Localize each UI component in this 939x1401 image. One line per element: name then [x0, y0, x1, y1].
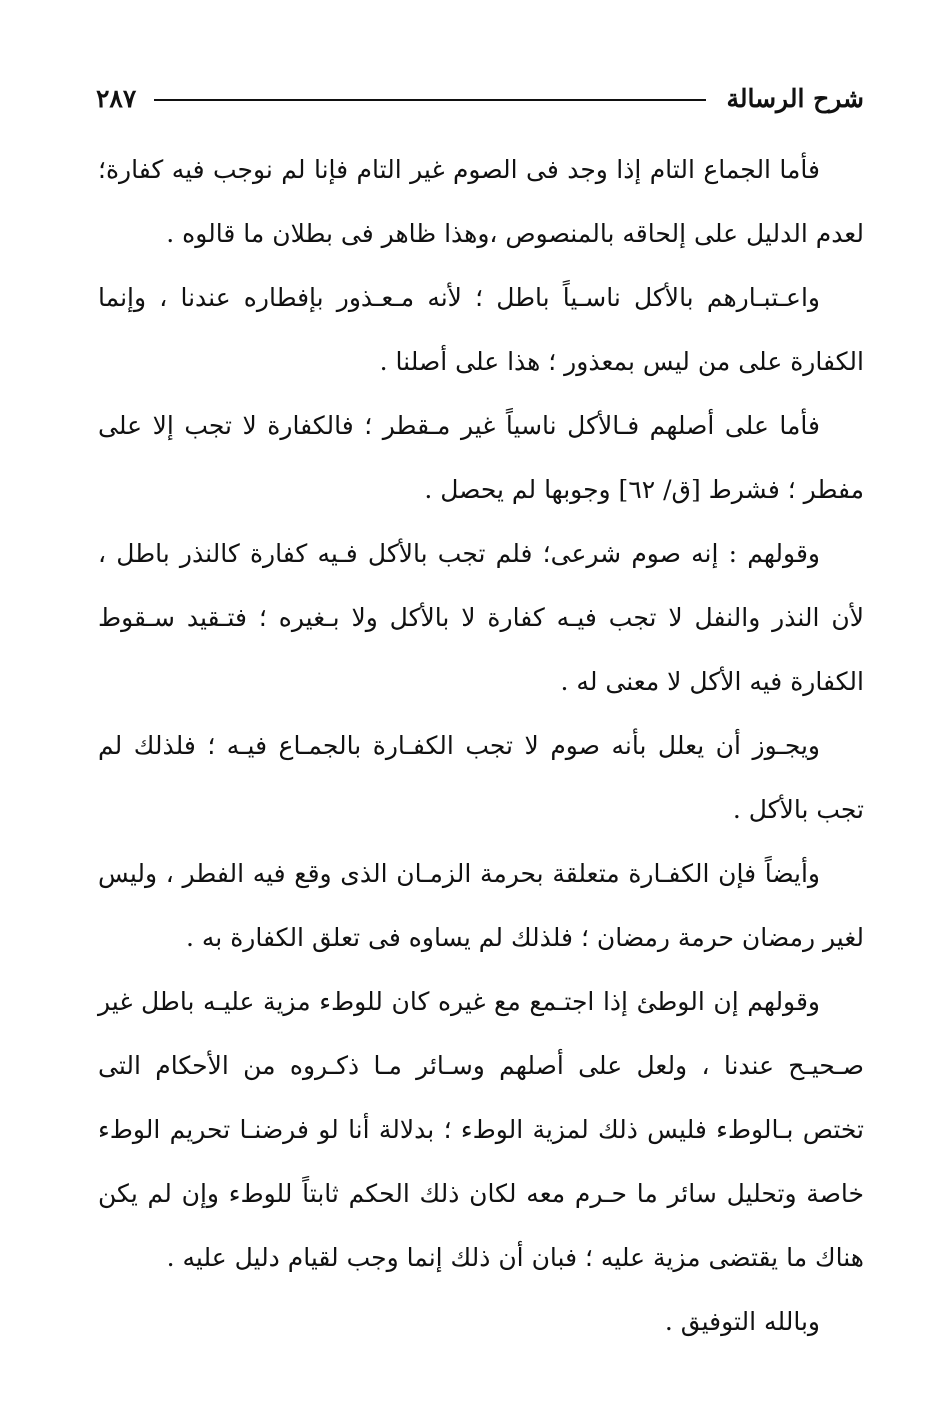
body-text [98, 138, 864, 1354]
paragraph [98, 266, 864, 394]
paragraph [98, 394, 864, 522]
text-line: فأما على أصلهم فـالأكل ناسياً غير مـقطر ؛ فالكفارة لا تجب إلا على [98, 411, 820, 440]
text-line: فأما الجماع التام إذا وجد فى الصوم غير التام فإنا لم نوجب فيه كفارة؛ [98, 155, 820, 184]
text-line: هناك ما يقتضى مزية عليه ؛ فبان أن ذلك إنما وجب لقيام دليل عليه . [166, 1243, 864, 1272]
page-header [96, 78, 864, 118]
text-line: خاصة وتحليل سائر ما حـرم معه لكان ذلك الحكم ثابتاً للوطء وإن لم يكن [98, 1179, 864, 1208]
text-line: لعدم الدليل على إلحاقه بالمنصوص ،وهذا ظاهر فى بطلان ما قالوه . [166, 219, 864, 248]
text-line: لأن النذر والنفل لا تجب فيـه كفارة لا بالأكل ولا بـغيره ؛ فتـقيد سـقوط [98, 603, 864, 632]
text-line: مفطر ؛ فشرط [ق/ ٦٢] وجوبها لم يحصل . [424, 475, 864, 504]
paragraph [98, 138, 864, 266]
paragraph [98, 714, 864, 842]
text-line: صـحيـح عندنا ، ولعل على أصلهم وسـائر مـا ذكـروه من الأحكام التى [98, 1051, 864, 1080]
text-line: الكفارة على من ليس بمعذور ؛ هذا على أصلنا . [379, 347, 864, 376]
text-line: ويجـوز أن يعلل بأنه صوم لا تجب الكفـارة بالجمـاع فيـه ؛ فلذلك لم [98, 731, 820, 760]
text-line: واعـتبـارهم بالأكل ناسـياً باطل ؛ لأنه مـعـذور بإفطاره عندنا ، وإنما [98, 283, 820, 312]
header-rule [154, 99, 706, 101]
text-line: تختص بـالوطء فليس ذلك لمزية الوطء ؛ بدلالة أنا لو فرضنـا تحريم الوطء [98, 1115, 864, 1144]
text-line: لغير رمضان حرمة رمضان ؛ فلذلك لم يساوه فى تعلق الكفارة به . [186, 923, 864, 952]
text-line: وأيضاً فإن الكفـارة متعلقة بحرمة الزمـان الذى وقع فيه الفطر ، وليس [98, 859, 820, 888]
paragraph [98, 1290, 864, 1354]
text-line: تجب بالأكل . [732, 795, 864, 824]
closing-line: وبالله التوفيق . [664, 1307, 820, 1336]
paragraph [98, 842, 864, 970]
running-title: شرح الرسالة [726, 83, 864, 113]
text-line: الكفارة فيه الأكل لا معنى له . [560, 667, 864, 696]
paragraph [98, 522, 864, 714]
page-number: ٢٨٧ [96, 83, 137, 113]
paragraph [98, 970, 864, 1290]
text-line: وقولهم : إنه صوم شرعى؛ فلم تجب بالأكل فـيه كفارة كالنذر باطل ، [98, 539, 820, 568]
text-line: وقولهم إن الوطئ إذا اجتـمع مع غيره كان للوطء مزية عليـه باطل غير [98, 987, 820, 1016]
